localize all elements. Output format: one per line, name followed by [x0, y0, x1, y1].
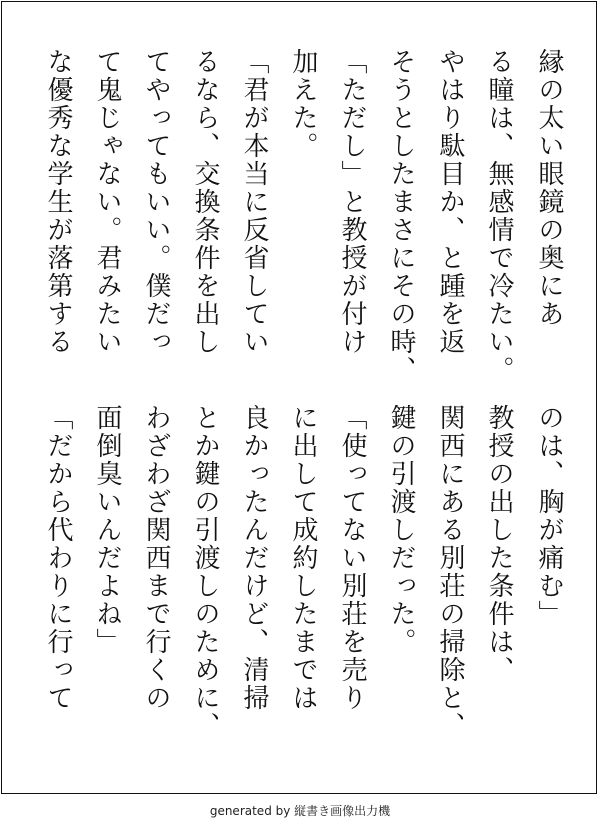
text-column: 面倒臭いんだよね」 [92, 404, 122, 656]
text-column: のは、胸が痛む」 [534, 404, 564, 628]
text-column: 「ただし」と教授が付け [337, 48, 367, 356]
text-column: 関西にある別荘の掃除と、 [435, 404, 465, 740]
text-column: わざわざ関西まで行くの [141, 404, 171, 712]
text-column: 教授の出した条件は、 [484, 404, 514, 684]
text-column: 「だから代わりに行って [43, 404, 73, 712]
text-column: 縁の太い眼鏡の奥にあ [534, 48, 564, 328]
text-column: る瞳は、無感情で冷たい。 [484, 48, 514, 384]
generator-credit: generated by 縦書き画像出力機 [209, 804, 391, 818]
text-column: 「君が本当に反省してい [239, 48, 269, 356]
text-column: 鍵の引渡しだった。 [386, 404, 416, 656]
text-column: とか鍵の引渡しのために、 [190, 404, 220, 740]
text-column: 「使ってない別荘を売り [337, 404, 367, 712]
text-column: てやってもいい。僕だっ [141, 48, 171, 356]
text-column: 加えた。 [288, 48, 318, 160]
text-column: やはり駄目か、と踵を返 [435, 48, 465, 356]
text-column: な優秀な学生が落第する [43, 48, 73, 356]
text-column: て鬼じゃない。君みたい [92, 48, 122, 356]
text-column: に出して成約したまでは [288, 404, 318, 712]
text-column: 良かったんだけど、清掃 [239, 404, 269, 712]
text-column: そうとしたまさにその時、 [386, 48, 416, 384]
text-column: るなら、交換条件を出し [190, 48, 220, 356]
